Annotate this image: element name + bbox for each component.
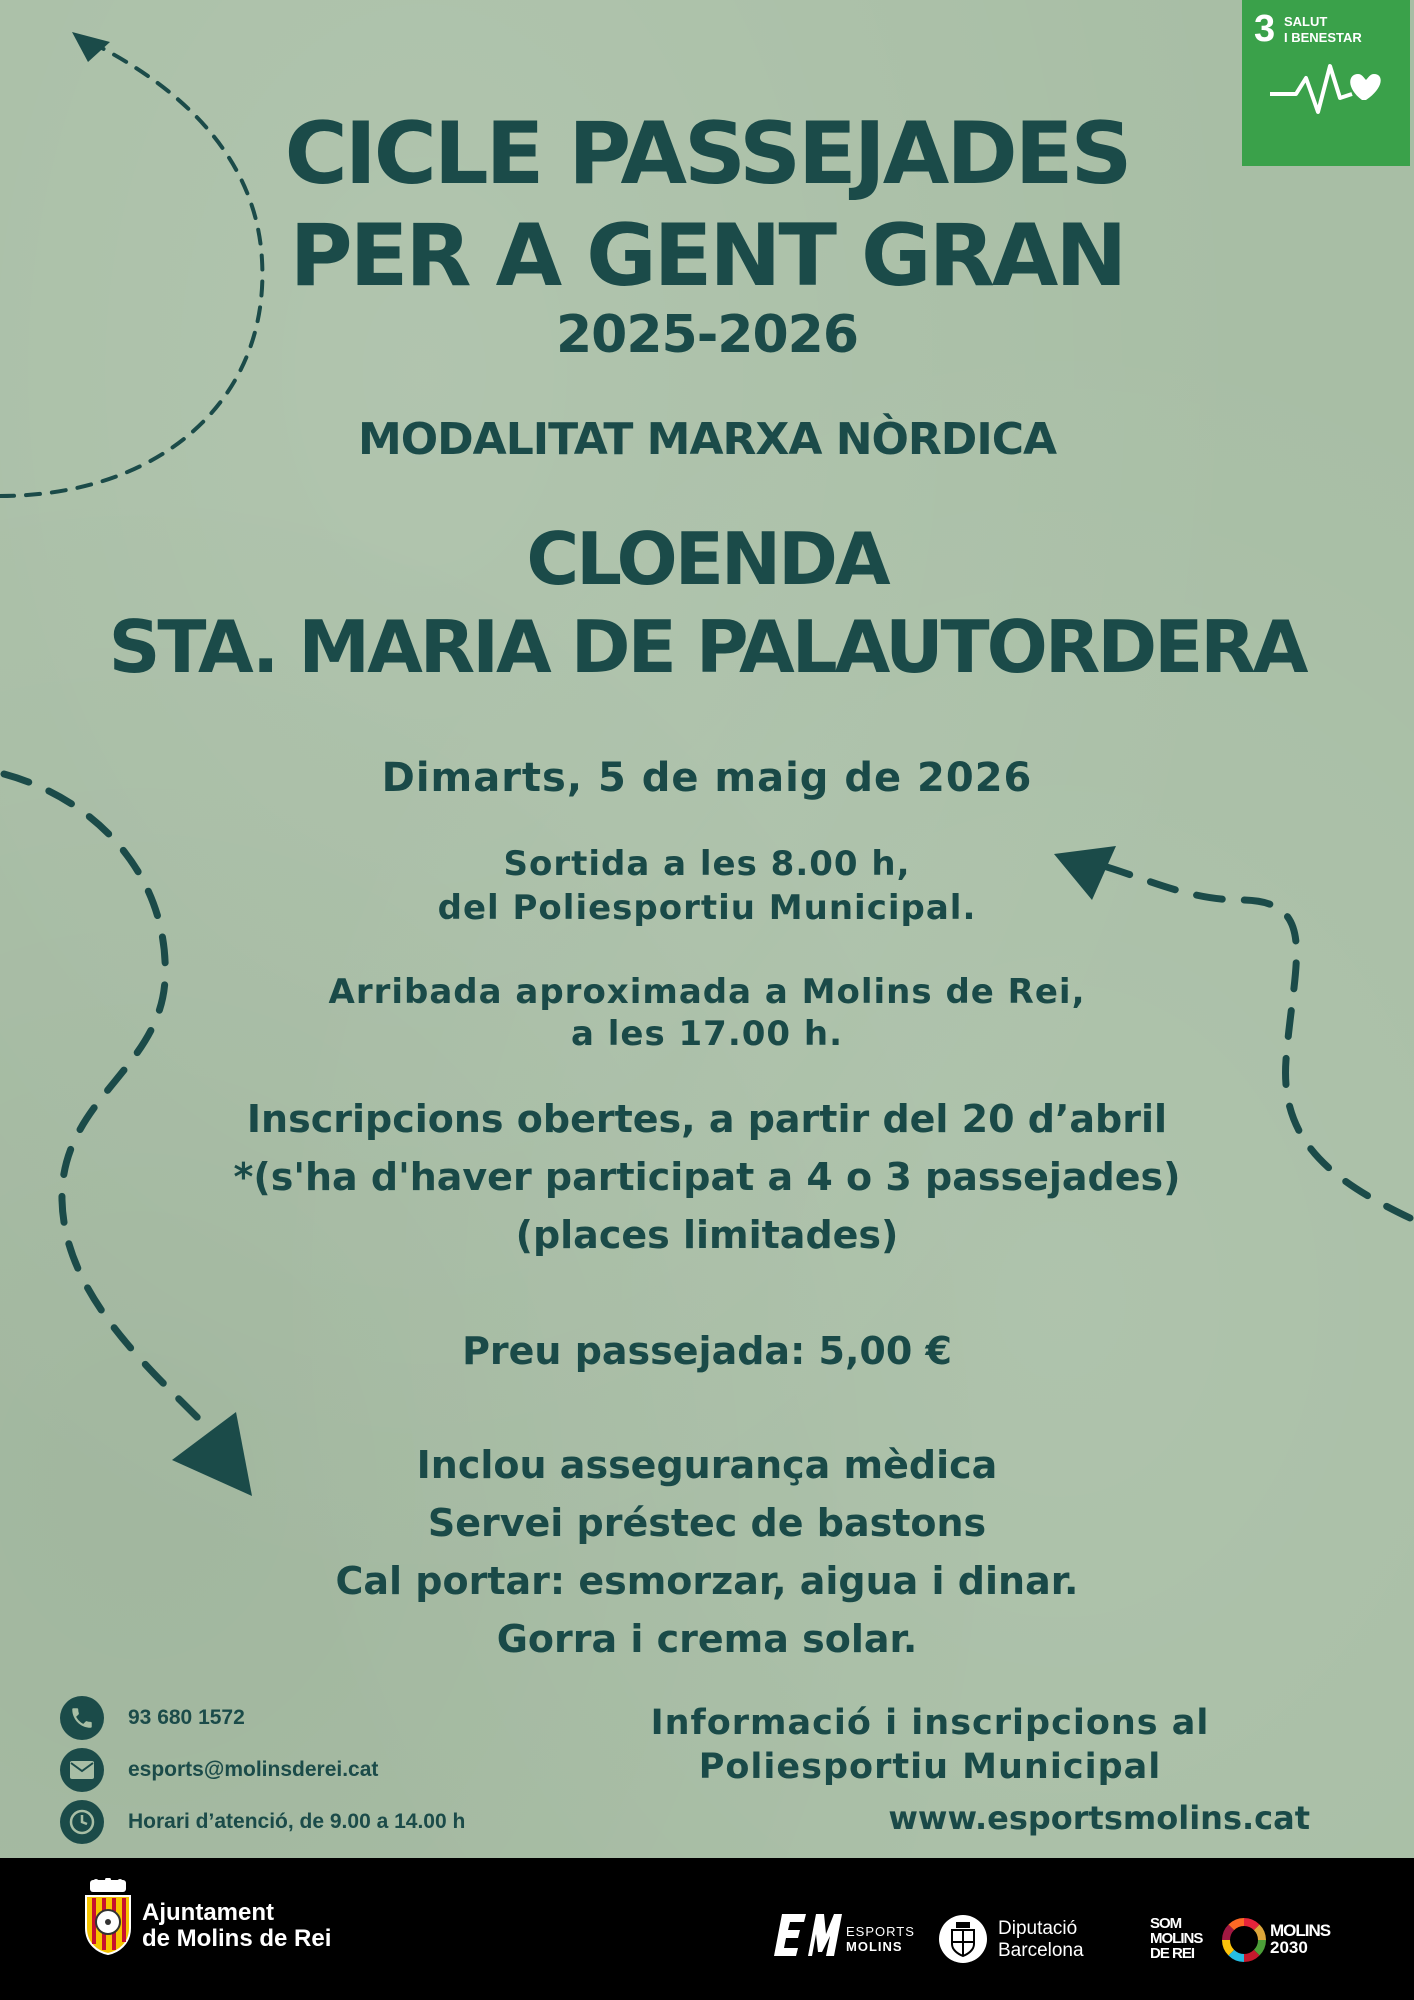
molins-2030-year: 2030 bbox=[1270, 1938, 1308, 1957]
ajuntament-line-2: de Molins de Rei bbox=[142, 1925, 332, 1952]
departure-line-1: Sortida a les 8.00 h, bbox=[503, 844, 911, 884]
includes-line-4: Gorra i crema solar. bbox=[496, 1617, 918, 1661]
footer-logos-bar bbox=[0, 1858, 1414, 2000]
phone-icon bbox=[60, 1696, 104, 1740]
contact-phone[interactable]: 93 680 1572 bbox=[128, 1706, 245, 1729]
clock-icon bbox=[60, 1800, 104, 1844]
arrowhead-top-left bbox=[72, 32, 110, 62]
esports-line-1: ESPORTS bbox=[846, 1924, 915, 1939]
contact-email[interactable]: esports@molinsderei.cat bbox=[128, 1758, 379, 1781]
title-line-1: CICLE PASSEJADES bbox=[284, 104, 1130, 204]
registration-line-1: Inscripcions obertes, a partir del 20 d’abril bbox=[246, 1097, 1168, 1141]
sdg-number: 3 bbox=[1254, 8, 1276, 50]
arrival-line-1: Arribada aproximada a Molins de Rei, bbox=[328, 972, 1086, 1012]
ajuntament-crest-logo bbox=[82, 1878, 134, 1956]
som-line-1: SOM bbox=[1150, 1915, 1182, 1932]
esports-molins-logo bbox=[772, 1912, 842, 1958]
website-link[interactable]: www.esportsmolins.cat bbox=[888, 1799, 1310, 1837]
event-line-2: STA. MARIA DE PALAUTORDERA bbox=[108, 605, 1306, 689]
sdg-label bbox=[1284, 14, 1362, 46]
includes-line-1: Inclou assegurança mèdica bbox=[416, 1443, 998, 1487]
sdg-label-line1: SALUT bbox=[1284, 14, 1328, 29]
esports-line-2: MOLINS bbox=[846, 1939, 903, 1954]
event-line-1: CLOENDA bbox=[526, 517, 888, 601]
info-line-2: Poliesportiu Municipal bbox=[698, 1747, 1162, 1787]
som-line-2: MOLINS bbox=[1150, 1930, 1203, 1947]
molins-2030-word bbox=[1270, 1922, 1330, 1939]
price: Preu passejada: 5,00 € bbox=[462, 1329, 952, 1373]
molins-word: MOLINS bbox=[1270, 1921, 1331, 1940]
includes-line-2: Servei préstec de bastons bbox=[427, 1501, 987, 1545]
departure-line-2: del Poliesportiu Municipal. bbox=[437, 888, 977, 928]
contact-hours: Horari d’atenció, de 9.00 a 14.00 h bbox=[128, 1810, 466, 1833]
sdg-wheel-icon bbox=[1222, 1918, 1266, 1962]
diputacio-line-1: Diputació bbox=[998, 1918, 1078, 1939]
ajuntament-line-1: Ajuntament bbox=[142, 1899, 274, 1926]
registration-line-2: *(s'ha d'haver participat a 4 o 3 passejades) bbox=[233, 1155, 1181, 1199]
diputacio-crest-logo bbox=[938, 1914, 988, 1964]
contact-email-row bbox=[60, 1748, 378, 1792]
title-years: 2025-2026 bbox=[555, 305, 859, 365]
envelope-icon bbox=[60, 1748, 104, 1792]
event-date: Dimarts, 5 de maig de 2026 bbox=[381, 755, 1033, 801]
modality-heading: MODALITAT MARXA NÒRDICA bbox=[357, 414, 1057, 465]
title-line-2: PER A GENT GRAN bbox=[289, 206, 1125, 306]
contact-hours-row bbox=[60, 1800, 465, 1844]
sdg-label-line2: I BENESTAR bbox=[1284, 30, 1362, 45]
diputacio-line-2: Barcelona bbox=[998, 1940, 1084, 1961]
registration-line-3: (places limitades) bbox=[515, 1213, 899, 1257]
arrival-line-2: a les 17.00 h. bbox=[570, 1014, 844, 1054]
contact-phone-row bbox=[60, 1696, 245, 1740]
info-line-1: Informació i inscripcions al bbox=[650, 1703, 1210, 1743]
includes-line-3: Cal portar: esmorzar, aigua i dinar. bbox=[335, 1559, 1079, 1603]
som-line-3: DE REI bbox=[1150, 1945, 1195, 1962]
